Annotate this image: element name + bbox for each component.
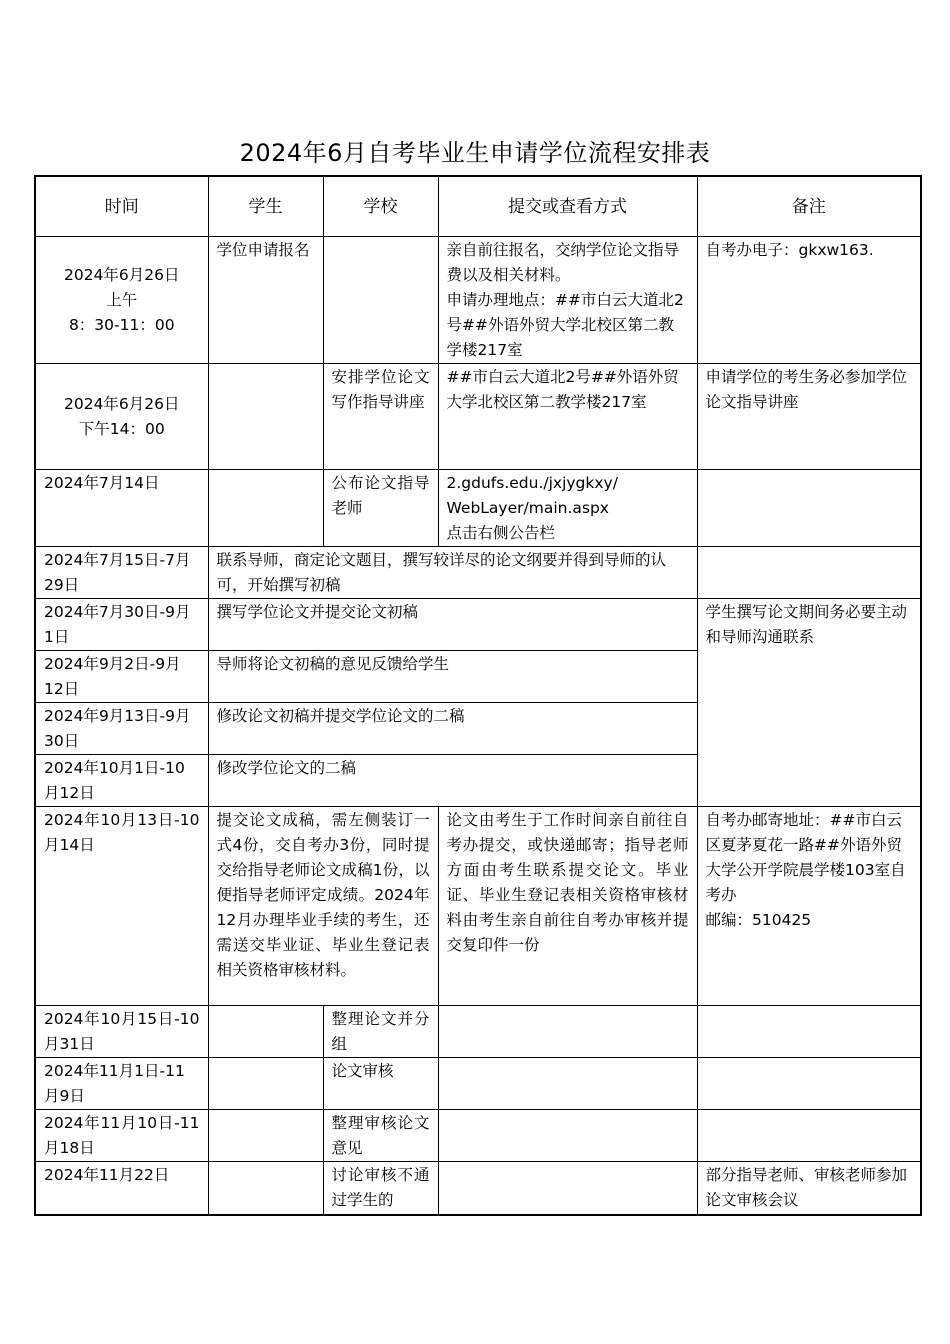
table-row [35, 237, 921, 364]
note-cell [697, 547, 921, 599]
school-cell: 整理论文并分组 [323, 1006, 438, 1058]
method-cell: 亲自前往报名，交纳学位论文指导费以及相关材料。 申请办理地点：##市白云大道北2号##外语外贸大学北校区第二教学楼217室 [438, 237, 697, 364]
table-row [35, 1110, 921, 1162]
school-cell: 公布论文指导老师 [323, 470, 438, 547]
table-row [35, 807, 921, 1006]
merged-activity-cell: 修改论文初稿并提交学位论文的二稿 [208, 703, 697, 755]
header-note: 备注 [697, 176, 921, 237]
student-cell [208, 1006, 323, 1058]
method-cell [438, 1162, 697, 1216]
schedule-table [34, 175, 922, 1216]
student-cell [208, 1162, 323, 1216]
table-row [35, 547, 921, 599]
table-row [35, 364, 921, 470]
note-cell [697, 470, 921, 547]
note-cell [697, 1110, 921, 1162]
note-cell: 申请学位的考生务必参加学位论文指导讲座 [697, 364, 921, 470]
time-cell: 2024年11月1日-11月9日 [35, 1058, 208, 1110]
student-cell: 学位申请报名 [208, 237, 323, 364]
method-cell: 2.gdufs.edu./jxjygkxy/ WebLayer/main.aspx 点击右侧公告栏 [438, 470, 697, 547]
school-cell: 讨论审核不通过学生的 [323, 1162, 438, 1216]
school-cell: 论文审核 [323, 1058, 438, 1110]
student-cell [208, 470, 323, 547]
method-cell: 论文由考生于工作时间亲自前往自考办提交，或快递邮寄；指导老师方面由考生联系提交论文。毕业证、毕业生登记表相关资格审核材料由考生亲自前往自考办审核并提交复印件一份 [438, 807, 697, 1006]
time-cell: 2024年11月22日 [35, 1162, 208, 1216]
page-title: 2024年6月自考毕业生申请学位流程安排表 [239, 139, 711, 167]
time-cell: 2024年9月2日-9月12日 [35, 651, 208, 703]
merged-activity-cell: 撰写学位论文并提交论文初稿 [208, 599, 697, 651]
merged-note-cell: 学生撰写论文期间务必要主动和导师沟通联系 [697, 599, 921, 807]
school-cell: 整理审核论文意见 [323, 1110, 438, 1162]
table-row [35, 470, 921, 547]
student-cell: 提交论文成稿，需左侧装订一式4份，交自考办3份，同时提交给指导老师论文成稿1份，以便指导老师评定成绩。2024年12月办理毕业手续的考生，还需送交毕业证、毕业生登记表相关资格审核材料。 [208, 807, 438, 1006]
time-cell: 2024年6月26日 上午 8：30-11：00 [35, 237, 208, 364]
table-row [35, 1006, 921, 1058]
method-cell: ##市白云大道北2号##外语外贸大学北校区第二教学楼217室 [438, 364, 697, 470]
time-cell: 2024年6月26日 下午14：00 [35, 364, 208, 470]
time-cell: 2024年9月13日-9月30日 [35, 703, 208, 755]
note-cell: 自考办邮寄地址：##市白云区夏茅夏花一路##外语外贸大学公开学院晨学楼103室自考办 邮编：510425 [697, 807, 921, 1006]
time-cell: 2024年10月1日-10月12日 [35, 755, 208, 807]
time-cell: 2024年7月15日-7月29日 [35, 547, 208, 599]
table-row [35, 1058, 921, 1110]
header-time: 时间 [35, 176, 208, 237]
student-cell [208, 1110, 323, 1162]
time-cell: 2024年10月13日-10月14日 [35, 807, 208, 1006]
time-cell: 2024年11月10日-11月18日 [35, 1110, 208, 1162]
header-method: 提交或查看方式 [438, 176, 697, 237]
method-cell [438, 1006, 697, 1058]
note-cell: 自考办电子：gkxw163. [697, 237, 921, 364]
time-cell: 2024年10月15日-10月31日 [35, 1006, 208, 1058]
merged-activity-cell: 联系导师，商定论文题目，撰写较详尽的论文纲要并得到导师的认可，开始撰写初稿 [208, 547, 697, 599]
note-cell [697, 1006, 921, 1058]
header-student: 学生 [208, 176, 323, 237]
time-cell: 2024年7月14日 [35, 470, 208, 547]
method-cell [438, 1058, 697, 1110]
school-cell: 安排学位论文写作指导讲座 [323, 364, 438, 470]
time-cell: 2024年7月30日-9月1日 [35, 599, 208, 651]
student-cell [208, 1058, 323, 1110]
merged-activity-cell: 修改学位论文的二稿 [208, 755, 697, 807]
table-row [35, 599, 921, 651]
note-cell [697, 1058, 921, 1110]
note-cell: 部分指导老师、审核老师参加论文审核会议 [697, 1162, 921, 1216]
merged-activity-cell: 导师将论文初稿的意见反馈给学生 [208, 651, 697, 703]
table-row [35, 1162, 921, 1216]
header-row [35, 176, 921, 237]
header-school: 学校 [323, 176, 438, 237]
school-cell [323, 237, 438, 364]
method-cell [438, 1110, 697, 1162]
student-cell [208, 364, 323, 470]
